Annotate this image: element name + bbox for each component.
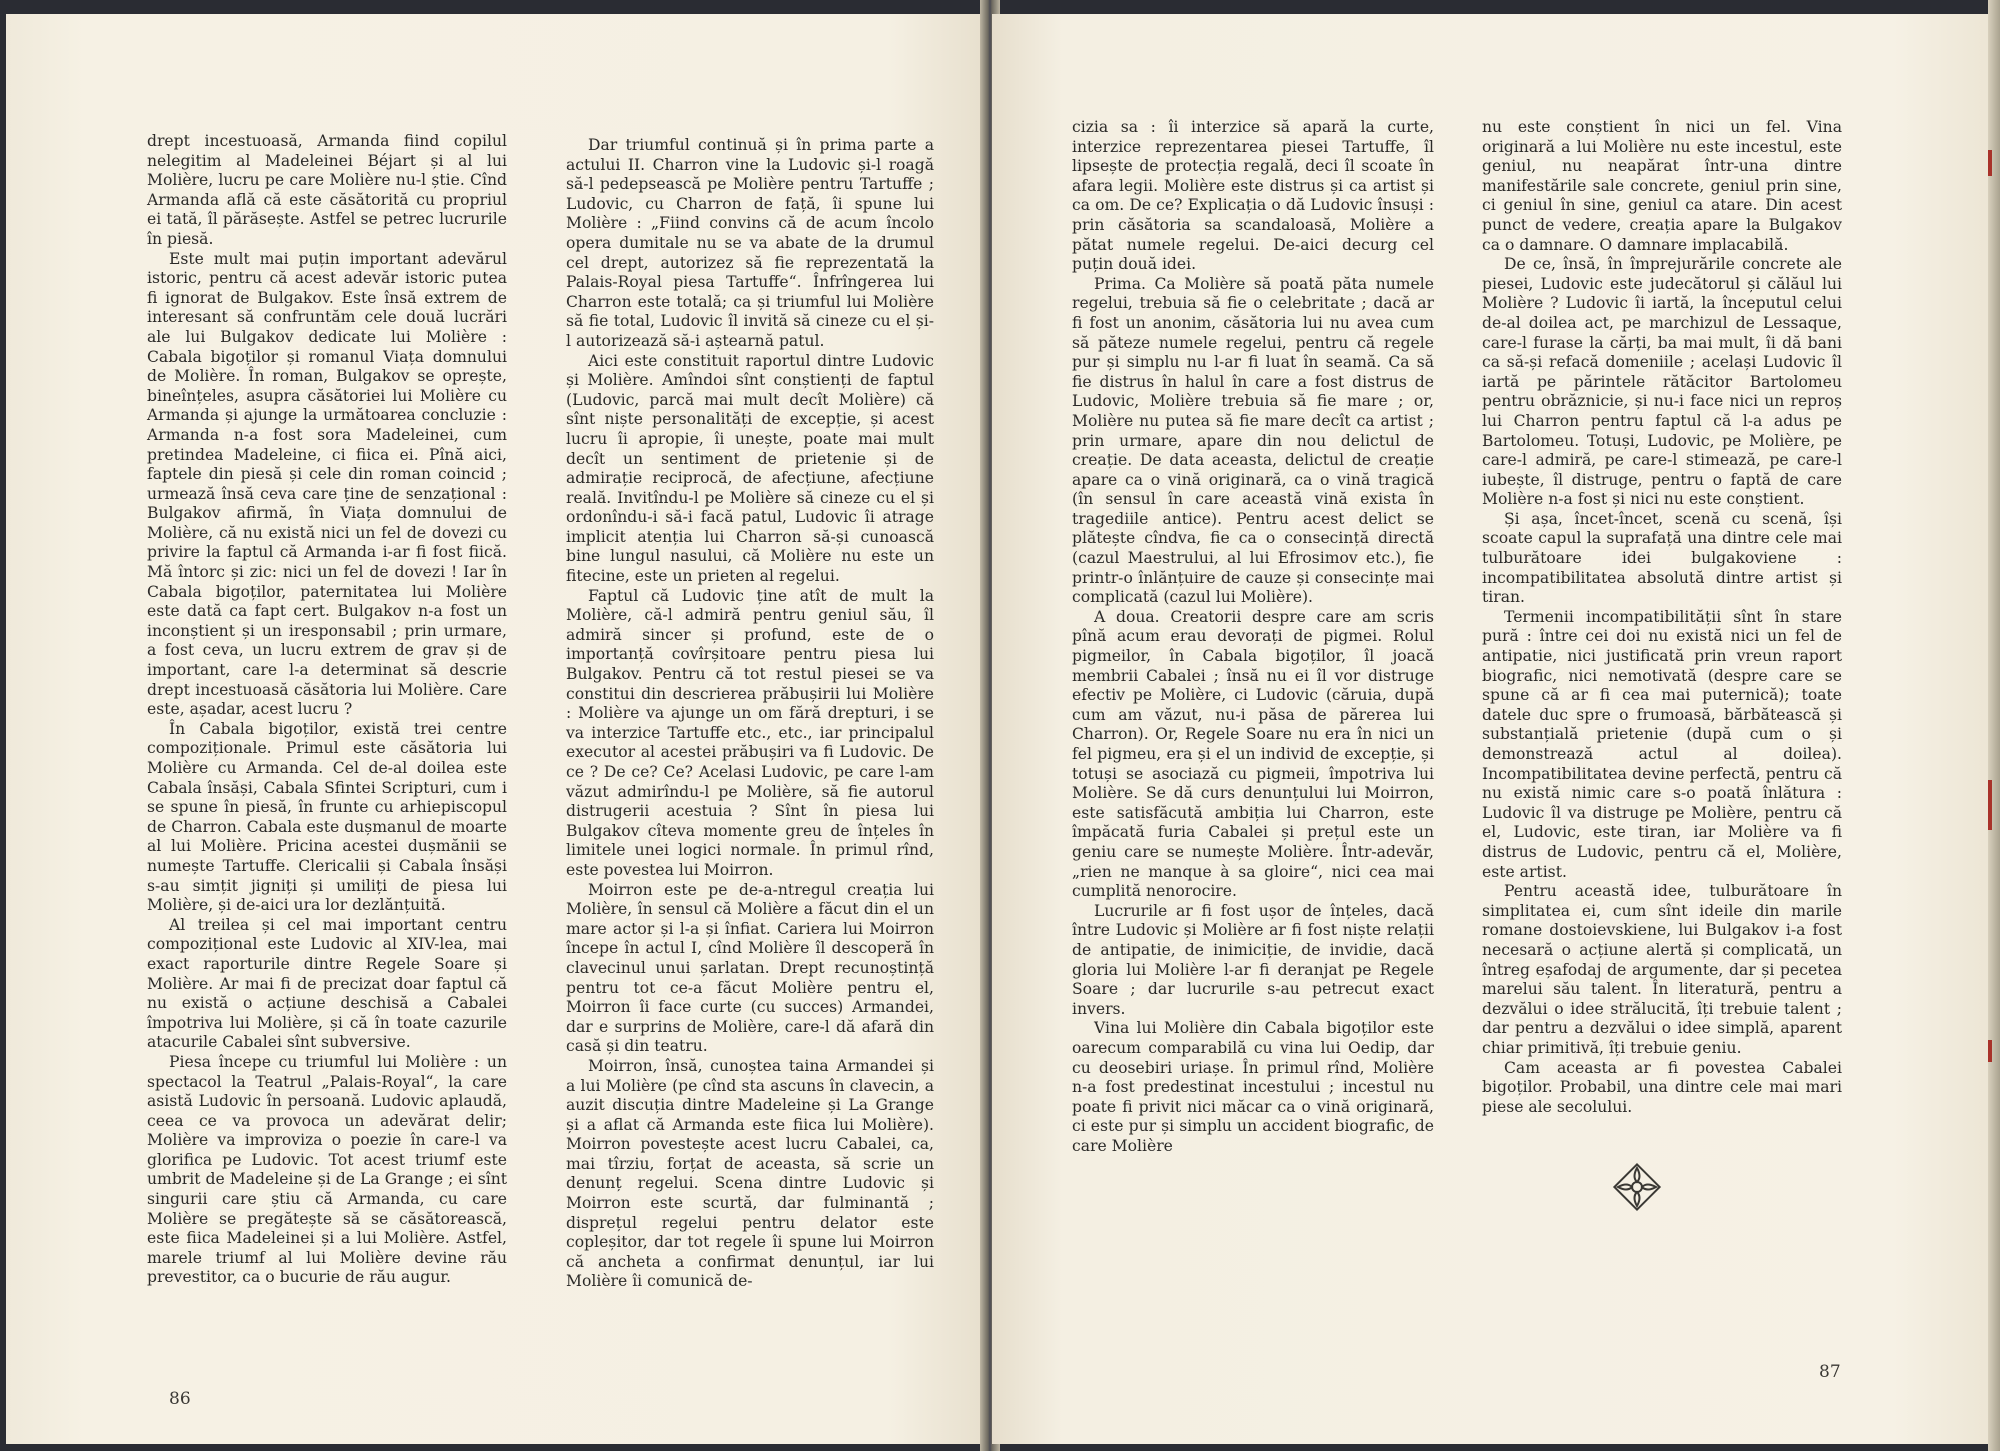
paragraph: Al treilea și cel mai important centru compozițional este Ludovic al XIV-lea, mai exact raporturile dintre Regele Soare și Molière. Ar mai fi de precizat doar faptul că nu există o acțiune deschisă a Cabalei împotriva lui Molière, și că în toate cazurile atacurile Cabalei sînt subversive. xyxy=(147,915,507,1052)
paragraph: Vina lui Molière din Cabala bigoților este oarecum comparabilă cu vina lui Oedip, dar cu deosebiri uriașe. În primul rînd, Molière n-a fost predestinat incestului ; incestul nu poate fi privit nici măcar ca o vină originară, ci este pur și simplu un accident biografic, de care Molière xyxy=(1072,1019,1434,1155)
paragraph: Prima. Ca Molière să poată păta numele regelui, trebuia să fie o celebritate ; dacă ar fi fost un anonim, căsătoria lui nu avea cum să păteze numele regelui, pentru că regele pur și simplu nu l-ar fi luat în seamă. Ca să fie distrus în halul în care a fost distrus de Ludovic, Molière trebuia să fie mare ; or, Molière nu putea să fie mare decît ca artist ; prin urmare, apare din nou delictul de creație. De data aceasta, delictul de creație apare ca o vină originară, ca o vină tragică (în sensul în care această vină exista în tragediile antice). Pentru acest delict se plătește cîndva, fie ca o consecință directă (cazul Maestrului, al lui Efrosimov etc.), fie printr-o înlănțuire de cauze și consecințe mai complicată (cazul lui Molière). xyxy=(1072,274,1434,607)
paragraph: A doua. Creatorii despre care am scris pînă acum erau devorați de pigmei. Rolul pigmeilor, în Cabala bigoților, îl joacă membrii Cabalei ; însă nu ei îl vor distruge efectiv pe Molière, ci Ludovic (căruia, după cum am văzut, nu-i păsa de părerea lui Charron). Or, Regele Soare nu era în nici un fel pigmeu, era și el un individ de excepție, și totuși se asociază cu pigmeii, împotriva lui Molière. Se dă curs denunțului lui Moirron, este satisfăcută ambiția lui Charron, este împăcată furia Cabalei și prețul este un geniu care se numește Molière. Într-adevăr, „rien ne manque à sa gloire“, nici cea mai cumplită nenorocire. xyxy=(1072,607,1434,901)
right-page xyxy=(992,14,1994,1444)
left-page-column-2 xyxy=(566,136,934,1292)
paragraph: Faptul că Ludovic ține atît de mult la Molière, că-l admiră pentru geniul său, îl admiră sincer și profund, este de o importanță covîrșitoare pentru piesa lui Bulgakov. Pentru că tot restul piesei se va constitui din descrierea prăbușirii lui Molière : Molière va ajunge un om fără drepturi, i se va interzice Tartuffe etc., etc., iar principalul executor al acestei prăbușiri va fi Ludovic. De ce ? De ce? Ce? Acelasi Ludovic, pe care l-am văzut admirîndu-l pe Molière, să fie autorul distrugerii acestuia ? Sînt în piesa lui Bulgakov cîteva momente greu de înțeles în limitele unei logici normale. În primul rînd, este povestea lui Moirron. xyxy=(566,586,934,879)
paragraph: nu este conștient în nici un fel. Vina originară a lui Molière nu este incestul, este geniul, nu neapărat într-una dintre manifestările sale concrete, geniul prin sine, ci geniul în sine, geniul ca atare. Din acest punct de vedere, creația apare la Bulgakov ca o damnare. O damnare implacabilă. xyxy=(1482,118,1842,254)
book-edge xyxy=(1988,0,2000,1451)
paragraph: Este mult mai puțin important adevărul istoric, pentru că acest adevăr istoric putea fi ignorat de Bulgakov. Este însă extrem de interesant să confruntăm cele două lucrări ale lui Bulgakov dedicate lui Molière : Cabala bigoților și romanul Viața domnului de Molière. În roman, Bulgakov se oprește, bineînțeles, asupra căsătoriei lui Molière cu Armanda și ajunge la următoarea concluzie : Armanda n-a fost sora Madeleinei, cum pretindea Madeleine, ci fiica ei. Pînă aici, faptele din piesă și cele din roman coincid ; urmează însă ceva care ține de senzațional : Bulgakov afirmă, în Viața domnului de Molière, că nu există nici un fel de dovezi cu privire la faptul că Armanda i-ar fi fost fiică. Mă întorc și zic: nici un fel de dovezi ! Iar în Cabala bigoților, paternitatea lui Molière este dată ca fapt cert. Bulgakov n-a fost un inconștient și un iresponsabil ; prin urmare, a fost ceva, un lucru extrem de grav și de important, care l-a determinat să descrie drept incestuoasă căsătoria lui Molière. Care este, așadar, acest lucru ? xyxy=(147,249,507,719)
left-page xyxy=(6,14,986,1444)
paragraph: Și așa, încet-încet, scenă cu scenă, își scoate capul la suprafață una dintre cele mai tulburătoare idei bulgakoviene : incompatibilitatea absolută dintre artist și tiran. xyxy=(1482,509,1842,607)
page-number-right: 87 xyxy=(1819,1362,1841,1382)
paragraph: Lucrurile ar fi fost ușor de înțeles, dacă între Ludovic și Molière ar fi fost niște relații de antipatie, de inimiciție, de invidie, dacă gloria lui Molière l-ar fi deranjat pe Regele Soare ; dar lucrurile s-au petrecut exact invers. xyxy=(1072,901,1434,1018)
edge-mark xyxy=(1988,150,1992,176)
page-number-left: 86 xyxy=(169,1389,191,1409)
paragraph: drept incestuoasă, Armanda fiind copilul nelegitim al Madeleinei Béjart și al lui Molière, lucru pe care Molière nu-l știe. Cînd Armanda află că este căsătorită cu propriul ei tată, îl părăsește. Astfel se petrec lucrurile în piesă. xyxy=(147,132,507,248)
paragraph: De ce, însă, în împrejurările concrete ale piesei, Ludovic este judecătorul și călăul lui Molière ? Ludovic îi iartă, la începutul celui de-al doilea act, pe marchizul de Lessaque, care-l furase la cărți, ba mai mult, îi dă bani ca să-și refacă domeniile ; același Ludovic îl iartă pe părintele rătăcitor Bartolomeu pentru obrăznicie, și nu-i face nici un reproș lui Charron pentru faptul că l-a adus pe Bartolomeu. Totuși, Ludovic, pe Molière, pe care-l admiră, pe care-l stimează, pe care-l iubește, îl distruge, pentru o faptă de care Molière n-a fost și nici nu este conștient. xyxy=(1482,255,1842,509)
right-page-column-2 xyxy=(1482,118,1842,1117)
left-page-column-1 xyxy=(147,132,507,1288)
right-page-column-1 xyxy=(1072,118,1434,1156)
edge-mark xyxy=(1988,1040,1992,1062)
paragraph: Moirron, însă, cunoștea taina Armandei și a lui Molière (pe cînd sta ascuns în clavecin, a auzit discuția dintre Madeleine și La Grange și a aflat că Armanda este fiica lui Molière). Moirron povestește acest lucru Cabalei, ca, mai tîrziu, forțat de aceasta, să scrie un denunț regelui. Scena dintre Ludovic și Moirron este scurtă, dar fulminantă ; disprețul regelui pentru delator este copleșitor, dar tot regele îi spune lui Moirron că ancheta a confirmat denunțul, iar lui Molière îi comunică de- xyxy=(566,1056,934,1291)
paragraph: Pentru această idee, tulburătoare în simplitatea ei, cum sînt ideile din marile romane dostoievskiene, lui Bulgakov i-a fost necesară o acțiune alertă și complicată, un întreg eșafodaj de argumente, dar și pecetea marelui său talent. În literatură, pentru a dezvălui o idee strălucită, îți trebuie talent ; dar pentru a dezvălui o idee simplă, aparent chiar primitivă, îți trebuie geniu. xyxy=(1482,882,1842,1057)
paragraph: Aici este constituit raportul dintre Ludovic și Molière. Amîndoi sînt conștienți de faptul (Ludovic, parcă mai mult decît Molière) că sînt niște personalități de excepție, și acest lucru îi apropie, îi unește, poate mai mult decît un sentiment de prietenie și de admirație reciprocă, de afecțiune, afecțiune reală. Invitîndu-l pe Molière să cineze cu el și ordonîndu-i să-i facă patul, Ludovic îi atrage implicit atenția lui Charron să-și cunoască bine lungul nasului, că Molière nu este un fitecine, este un prieten al regelui. xyxy=(566,351,934,586)
paragraph: Moirron este pe de-a-ntregul creația lui Molière, în sensul că Molière a făcut din el un mare actor și l-a și înfiat. Cariera lui Moirron începe în actul I, cînd Molière îl descoperă în clavecinul unui șarlatan. Drept recunoștință pentru tot ce-a făcut Molière pentru el, Moirron îi face curte (cu succes) Armandei, dar e surprins de Molière, care-l dă afară din casă și din teatru. xyxy=(566,880,934,1056)
paragraph: Dar triumful continuă și în prima parte a actului II. Charron vine la Ludovic și-l roagă să-l pedepsească pe Molière pentru Tartuffe ; Ludovic, cu Charron de față, îi spune lui Molière : „Fiind convins că de acum încolo opera dumitale nu se va abate de la drumul cel drept, autorizez să fie reprezentată la Palais-Royal piesa Tartuffe“. Înfrîngerea lui Charron este totală; ca și triumful lui Molière să fie total, Ludovic îl invită să cineze cu el și-l autorizează să-i aștearnă patul. xyxy=(566,136,934,350)
paragraph: Piesa începe cu triumful lui Molière : un spectacol la Teatrul „Palais-Royal“, la care asistă Ludovic în persoană. Ludovic aplaudă, ceea ce va provoca un adevărat delir; Molière va improviza o poezie în care-l va glorifica pe Ludovic. Tot acest triumf este umbrit de Madeleine și de La Grange ; ei sînt singurii care știu că Armanda, cu care Molière se pregătește să se căsătorească, este fiica Madeleinei și a lui Molière. Astfel, marele triumf al lui Molière devine rău prevestitor, ca o bucurie de rău augur. xyxy=(147,1052,507,1287)
paragraph: cizia sa : îi interzice să apară la curte, interzice reprezentarea piesei Tartuffe, îl lipsește de protecția regală, deci îl scoate în afara legii. Molière este distrus și ca artist și ca om. De ce? Explicația o dă Ludovic însuși : prin căsătoria sa scandaloasă, Molière a pătat numele regelui. De-aici decurg cel puțin două idei. xyxy=(1072,118,1434,274)
paragraph: Cam aceasta ar fi povestea Cabalei bigoților. Probabil, una dintre cele mai mari piese ale secolului. xyxy=(1482,1058,1842,1116)
paragraph: În Cabala bigoților, există trei centre compoziționale. Primul este căsătoria lui Molière cu Armanda. Cel de-al doilea este Cabala însăși, Cabala Sfintei Scripturi, cum i se spune în piesă, în frunte cu arhiepiscopul de Charron. Cabala este dușmanul de moarte al lui Molière. Pricina acestei dușmănii se numește Tartuffe. Clericalii și Cabala însăși s-au simțit jigniți și umiliți de piesa lui Molière, și de-aici ura lor dezlănțuită. xyxy=(147,719,507,915)
paragraph: Termenii incompatibilității sînt în stare pură : între cei doi nu există nici un fel de antipatie, nici justificată prin vreun raport biografic, nici nemotivată (despre care se spune că ar fi cea mai puternică); toate datele duc spre o frumoasă, bărbătească și substanțială prietenie (după cum o și demonstrează actul al doilea). Incompatibilitatea devine perfectă, pentru că nu există nimic care s-o poată înlătura : Ludovic îl va distruge pe Molière, pentru că el, Ludovic, este tiran, iar Molière va fi distrus de Ludovic, pentru că el, Molière, este artist. xyxy=(1482,607,1842,881)
floral-ornament-icon xyxy=(1612,1162,1662,1212)
edge-mark xyxy=(1988,780,1992,830)
